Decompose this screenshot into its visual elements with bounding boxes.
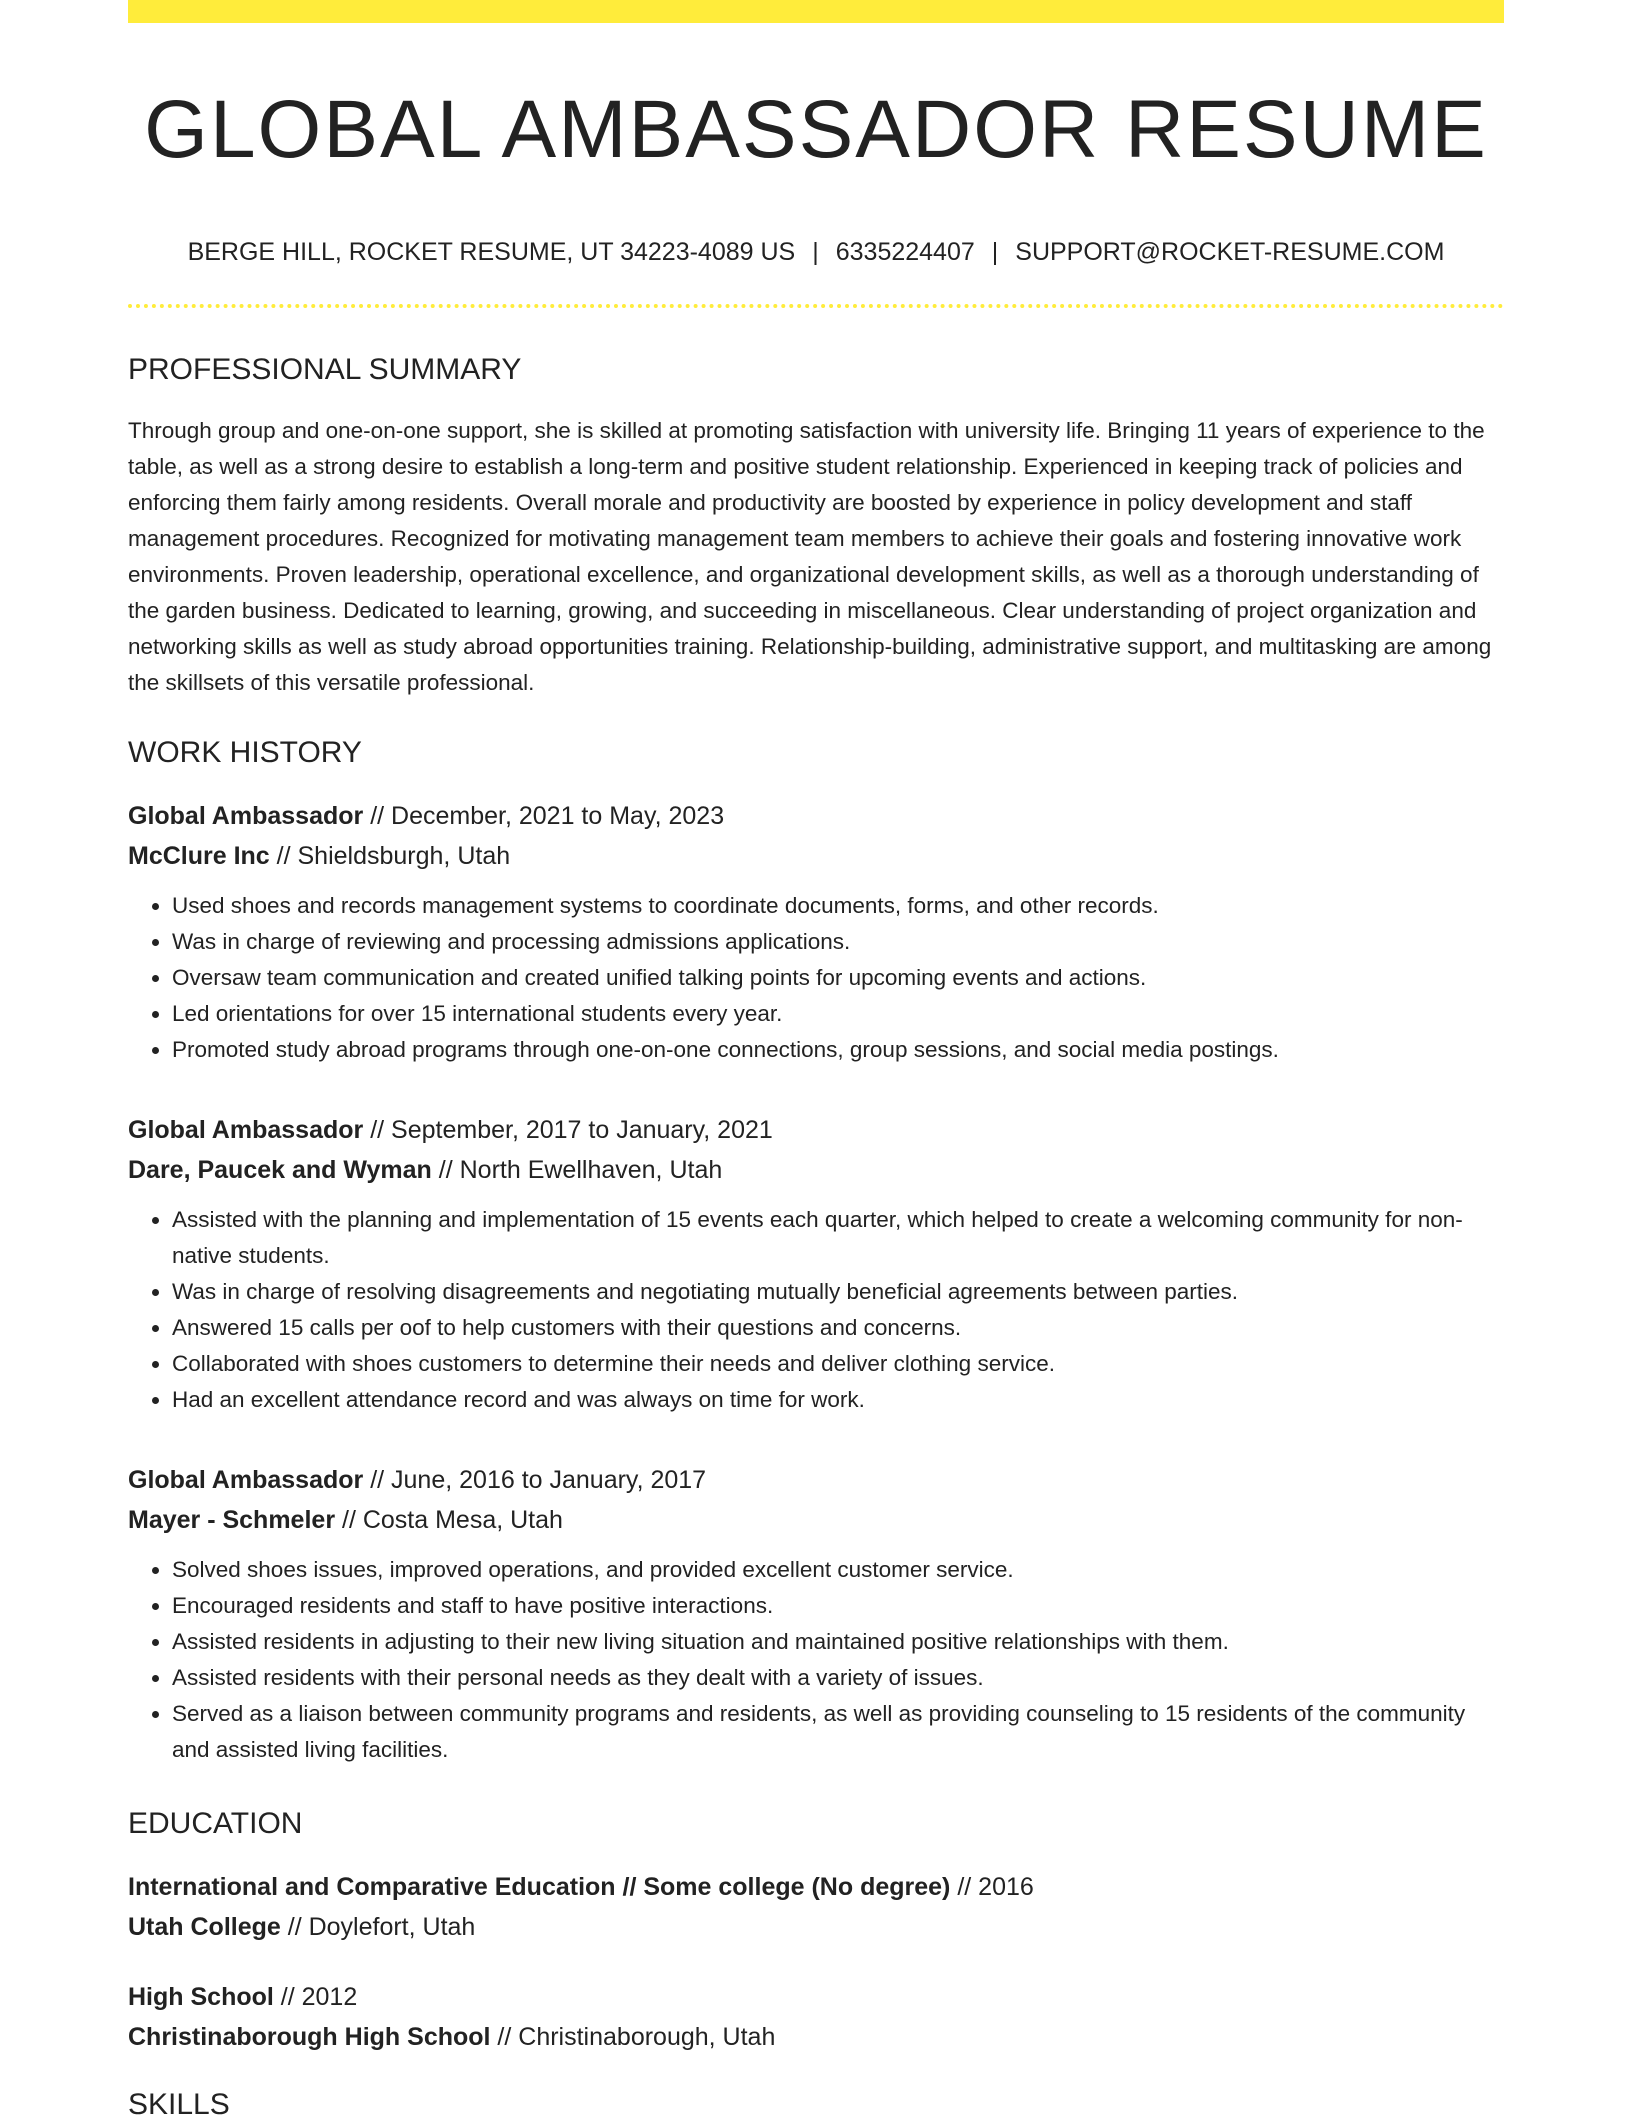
job-bullet: • Served as a liaison between community programs and residents, as well as providing counseling to 15 residents of the community and assisted living facilities. <box>172 1696 1504 1768</box>
job-bullets <box>128 1552 1504 1768</box>
education-entry <box>128 1977 1504 2057</box>
job-bullet: • Was in charge of reviewing and processing admissions applications. <box>172 924 1504 960</box>
job-bullet: • Assisted residents with their personal needs as they dealt with a variety of issues. <box>172 1660 1504 1696</box>
job-bullet: • Oversaw team communication and created unified talking points for upcoming events and actions. <box>172 960 1504 996</box>
job-location: // Costa Mesa, Utah <box>335 1506 563 1534</box>
job-title: Global Ambassador <box>128 1466 364 1494</box>
education-location: // Doylefort, Utah <box>280 1913 476 1941</box>
section-heading-education: EDUCATION <box>128 1807 303 1840</box>
job-title-line <box>128 796 1504 836</box>
job-bullet: • Led orientations for over 15 international students every year. <box>172 996 1504 1032</box>
work-history-section <box>128 735 1504 1768</box>
education-year: // 2016 <box>950 1873 1034 1901</box>
job-entry <box>128 796 1504 1068</box>
contact-address: BERGE HILL, ROCKET RESUME, UT 34223-4089 US <box>187 238 796 266</box>
education-year: // 2012 <box>273 1983 358 2011</box>
education-degree: High School <box>128 1983 274 2011</box>
section-heading-summary: PROFESSIONAL SUMMARY <box>128 353 522 386</box>
job-dates: // September, 2017 to January, 2021 <box>363 1116 773 1144</box>
education-section <box>128 1806 1504 2057</box>
resume-page <box>128 0 1504 2123</box>
job-location: // North Ewellhaven, Utah <box>431 1156 723 1184</box>
job-bullet: • Had an excellent attendance record and was always on time for work. <box>172 1382 1504 1418</box>
job-bullet: • Was in charge of resolving disagreements and negotiating mutually beneficial agreements between parties. <box>172 1274 1504 1310</box>
job-company: Dare, Paucek and Wyman <box>128 1156 432 1184</box>
education-degree-line <box>128 1977 1504 2017</box>
job-company-line <box>128 836 1504 876</box>
job-company: Mayer - Schmeler <box>128 1506 336 1534</box>
education-location: // Christinaborough, Utah <box>490 2023 776 2051</box>
contact-email[interactable]: SUPPORT@ROCKET-RESUME.COM <box>1015 238 1445 266</box>
resume-title: GLOBAL AMBASSADOR RESUME <box>144 84 1488 175</box>
education-degree: International and Comparative Education // Some college (No degree) <box>128 1873 951 1901</box>
job-title: Global Ambassador <box>128 802 364 830</box>
job-bullet: • Collaborated with shoes customers to determine their needs and deliver clothing service. <box>172 1346 1504 1382</box>
job-bullet: • Assisted with the planning and implementation of 15 events each quarter, which helped to create a welcoming community for non-native students. <box>172 1202 1504 1274</box>
summary-text: Through group and one-on-one support, she is skilled at promoting satisfaction with university life. Bringing 11 years of experience to the table, as well as a strong desire to establish a long-term and positive student relationship. Experienced in keeping track of policies and enforcing them fairly among residents. Overall morale and productivity are boosted by experience in policy development and staff management procedures. Recognized for motivating management team members to achieve their goals and fostering innovative work environments. Proven leadership, operational excellence, and organizational development skills, as well as a thorough understanding of the garden business. Dedicated to learning, growing, and succeeding in miscellaneous. Clear understanding of project organization and networking skills as well as study abroad opportunities training. Relationship-building, administrative support, and multitasking are among the skillsets of this versatile professional. <box>128 418 1492 695</box>
job-entry <box>128 1460 1504 1768</box>
education-school: Christinaborough High School <box>128 2023 491 2051</box>
contact-phone: 6335224407 <box>835 238 975 266</box>
job-dates: // December, 2021 to May, 2023 <box>363 802 725 830</box>
contact-line <box>128 237 1504 267</box>
job-title-line <box>128 1460 1504 1500</box>
contact-separator: | <box>991 238 999 266</box>
section-heading-work: WORK HISTORY <box>128 736 362 769</box>
job-entry <box>128 1110 1504 1418</box>
job-location: // Shieldsburgh, Utah <box>269 842 511 870</box>
job-company: McClure Inc <box>128 842 270 870</box>
education-school-line <box>128 1907 1504 1947</box>
education-school-line <box>128 2017 1504 2057</box>
dotted-divider <box>128 304 1504 308</box>
section-heading-skills: SKILLS <box>128 2088 230 2121</box>
job-title-line <box>128 1110 1504 1150</box>
education-school: Utah College <box>128 1913 281 1941</box>
job-bullet: • Answered 15 calls per oof to help customers with their questions and concerns. <box>172 1310 1504 1346</box>
job-bullet: • Solved shoes issues, improved operations, and provided excellent customer service. <box>172 1552 1504 1588</box>
job-company-line <box>128 1150 1504 1190</box>
top-accent-bar <box>128 0 1504 23</box>
job-bullet: • Encouraged residents and staff to have positive interactions. <box>172 1588 1504 1624</box>
job-bullets <box>128 1202 1504 1418</box>
job-title: Global Ambassador <box>128 1116 364 1144</box>
job-bullets <box>128 888 1504 1068</box>
education-entry <box>128 1867 1504 1947</box>
job-dates: // June, 2016 to January, 2017 <box>363 1466 707 1494</box>
job-bullet: • Used shoes and records management systems to coordinate documents, forms, and other records. <box>172 888 1504 924</box>
job-company-line <box>128 1500 1504 1540</box>
professional-summary-section <box>128 352 1504 701</box>
job-bullet: • Assisted residents in adjusting to their new living situation and maintained positive relationships with them. <box>172 1624 1504 1660</box>
education-degree-line <box>128 1867 1504 1907</box>
skills-section <box>128 2087 1504 2123</box>
job-bullet: • Promoted study abroad programs through one-on-one connections, group sessions, and social media postings. <box>172 1032 1504 1068</box>
contact-separator: | <box>812 238 819 266</box>
